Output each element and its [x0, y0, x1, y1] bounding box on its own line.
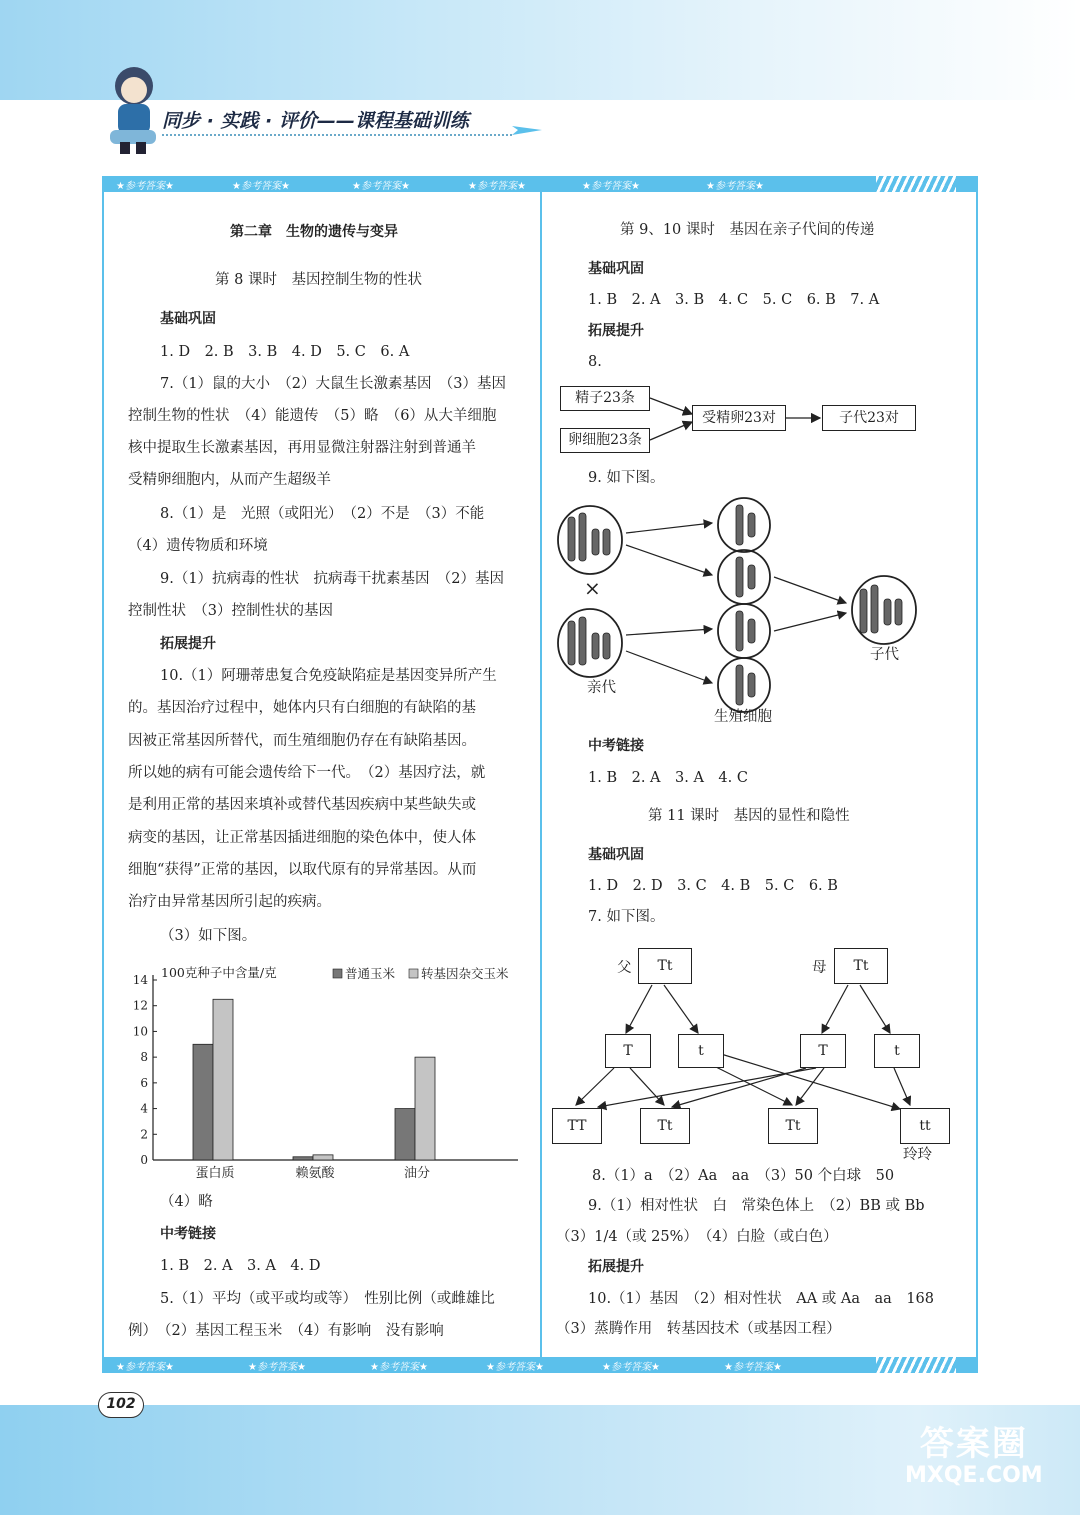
bar — [293, 1157, 313, 1160]
answer-line: 9. 如下图。 — [588, 470, 665, 486]
answer-line: 控制生物的性状 （4）能遗传 （5）略 （6）从大羊细胞 — [128, 408, 497, 424]
answer-strip-bottom: ★参考答案★ ★参考答案★ ★参考答案★ ★参考答案★ ★参考答案★ ★参考答案★ — [102, 1357, 978, 1373]
gamete-box: t — [874, 1034, 920, 1068]
bar — [395, 1109, 415, 1160]
gamete-label: 生殖细胞 — [714, 709, 772, 725]
bar — [313, 1155, 333, 1160]
answer-line: 7.（1）鼠的大小 （2）大鼠生长激素基因 （3）基因 — [160, 376, 507, 392]
y-tick-label: 12 — [132, 998, 148, 1013]
y-tick-label: 8 — [140, 1050, 148, 1065]
answer-line: 控制性状 （3）控制性状的基因 — [128, 603, 333, 619]
mother-genotype: Tt — [834, 948, 888, 984]
header-title: 同步 · 实践 · 评价——课程基础训练 — [162, 110, 469, 132]
answer-strip-top: ★参考答案★ ★参考答案★ ★参考答案★ ★参考答案★ ★参考答案★ ★参考答案★ — [102, 176, 978, 192]
answer-line: 核中提取生长激素基因，再用显微注射器注射到普通羊 — [128, 440, 476, 456]
answer-line: 1. D 2. D 3. C 4. B 5. C 6. B — [588, 878, 838, 894]
answer-line: （4）略 — [160, 1194, 213, 1210]
offspring-label: 子代 — [870, 647, 899, 663]
zygote-box: 受精卵23对 — [692, 405, 786, 431]
offspring-genotype: Tt — [768, 1108, 818, 1144]
answer-line: （3）如下图。 — [160, 928, 257, 944]
answer-line: 是利用正常的基因来填补或替代基因疾病中某些缺失或 — [128, 797, 476, 813]
page-number: 102 — [98, 1392, 144, 1418]
answer-line: （4）遗传物质和环境 — [128, 538, 268, 554]
x-category-label: 赖氨酸 — [295, 1166, 335, 1181]
answer-line: 因被正常基因所替代，而生殖细胞仍存在有缺陷基因。 — [128, 733, 476, 749]
answer-line: 的。基因治疗过程中，她体内只有白细胞的有缺陷的基 — [128, 700, 476, 716]
answer-line: （3）1/4（或 25%） （4）白脸（或白色） — [556, 1229, 838, 1245]
offspring-box: 子代23对 — [822, 405, 916, 431]
father-genotype: Tt — [638, 948, 692, 984]
offspring-genotype: Tt — [640, 1108, 690, 1144]
answer-line: 8. — [588, 354, 602, 370]
answer-line: （3）蒸腾作用 转基因技术（或基因工程） — [556, 1321, 841, 1337]
egg-box: 卵细胞23条 — [560, 428, 650, 453]
y-tick-label: 10 — [132, 1024, 148, 1039]
section-heading: 基础巩固 — [588, 261, 644, 277]
gamete-box: T — [800, 1034, 846, 1068]
section-heading: 中考链接 — [160, 1226, 216, 1242]
offspring-genotype: tt — [900, 1108, 950, 1144]
lingling-label: 玲玲 — [903, 1147, 932, 1163]
offspring-genotype: TT — [552, 1108, 602, 1144]
bar-chart — [125, 955, 525, 1185]
section-heading: 基础巩固 — [588, 847, 644, 863]
mascot-icon — [104, 60, 162, 156]
answer-line: 例） （2）基因工程玉米 （4）有影响 没有影响 — [128, 1323, 444, 1339]
y-axis-label: 100克种子中含量/克 — [161, 965, 277, 980]
lesson-title: 第 8 课时 基因控制生物的性状 — [215, 272, 422, 288]
answer-line: 8.（1）a （2）Aa aa （3）50 个白球 50 — [592, 1168, 895, 1184]
y-tick-label: 0 — [140, 1153, 148, 1167]
answer-line: 9.（1）抗病毒的性状 抗病毒干扰素基因 （2）基因 — [160, 571, 505, 587]
section-heading: 拓展提升 — [588, 1259, 644, 1275]
legend-swatch — [409, 969, 418, 978]
answer-line: 7. 如下图。 — [588, 909, 665, 925]
answer-line: 受精卵细胞内，从而产生超级羊 — [128, 472, 331, 488]
answer-line: 10.（1）阿珊蒂患复合免疫缺陷症是基因变异所产生 — [160, 668, 497, 684]
gamete-box: t — [678, 1034, 724, 1068]
bar — [213, 999, 233, 1160]
legend-label: 转基因杂交玉米 — [421, 966, 509, 981]
lesson-title: 第 11 课时 基因的显性和隐性 — [648, 808, 850, 824]
section-heading: 拓展提升 — [588, 323, 644, 339]
section-heading: 拓展提升 — [160, 636, 216, 652]
answer-line: 1. D 2. B 3. B 4. D 5. C 6. A — [160, 344, 410, 360]
answer-line: 治疗由异常基因所引起的疾病。 — [128, 894, 331, 910]
section-heading: 基础巩固 — [160, 311, 216, 327]
y-tick-label: 4 — [140, 1101, 148, 1116]
answer-line: 1. B 2. A 3. B 4. C 5. C 6. B 7. A — [588, 292, 880, 308]
header-underline — [162, 134, 512, 136]
chromosome-cells-diagram — [548, 495, 948, 735]
legend-swatch — [333, 969, 342, 978]
y-tick-label: 6 — [140, 1075, 148, 1090]
lesson-title: 第 9、10 课时 基因在亲子代间的传递 — [620, 222, 875, 238]
answer-line: 9.（1）相对性状 白 常染色体上 （2）BB 或 Bb — [588, 1198, 925, 1214]
answer-line: 5.（1）平均（或平或均或等） 性别比例（或雌雄比 — [160, 1291, 495, 1307]
column-divider — [540, 192, 542, 1357]
bar — [193, 1044, 213, 1160]
answer-line: 病变的基因，让正常基因插进细胞的染色体中，使人体 — [128, 830, 476, 846]
cross-symbol: × — [584, 576, 601, 600]
x-category-label: 油分 — [403, 1166, 431, 1181]
legend-label: 普通玉米 — [345, 966, 396, 981]
answer-line: 8.（1）是 光照（或阳光） （2）不是 （3）不能 — [160, 506, 485, 522]
top-decor-band — [0, 0, 1080, 100]
chapter-title: 第二章 生物的遗传与变异 — [230, 224, 398, 240]
sperm-box: 精子23条 — [560, 386, 650, 411]
site-watermark: 答案圈 MXQE.COM — [905, 1424, 1043, 1488]
x-category-label: 蛋白质 — [195, 1166, 235, 1181]
section-heading: 中考链接 — [588, 738, 644, 754]
father-label: 父 — [617, 960, 632, 976]
answer-line: 细胞“获得”正常的基因，以取代原有的异常基因。从而 — [128, 862, 477, 878]
y-tick-label: 2 — [140, 1127, 148, 1142]
answer-line: 10.（1）基因 （2）相对性状 AA 或 Aa aa 168 — [588, 1291, 935, 1307]
y-tick-label: 14 — [132, 973, 148, 987]
answer-line: 1. B 2. A 3. A 4. D — [160, 1258, 321, 1274]
parent-label: 亲代 — [587, 680, 616, 696]
arrow-icon — [512, 122, 542, 138]
answer-line: 1. B 2. A 3. A 4. C — [588, 770, 748, 786]
bar — [415, 1057, 435, 1160]
mother-label: 母 — [812, 960, 827, 976]
gamete-box: T — [605, 1034, 651, 1068]
answer-line: 所以她的病有可能会遗传给下一代。 （2）基因疗法，就 — [128, 765, 486, 781]
